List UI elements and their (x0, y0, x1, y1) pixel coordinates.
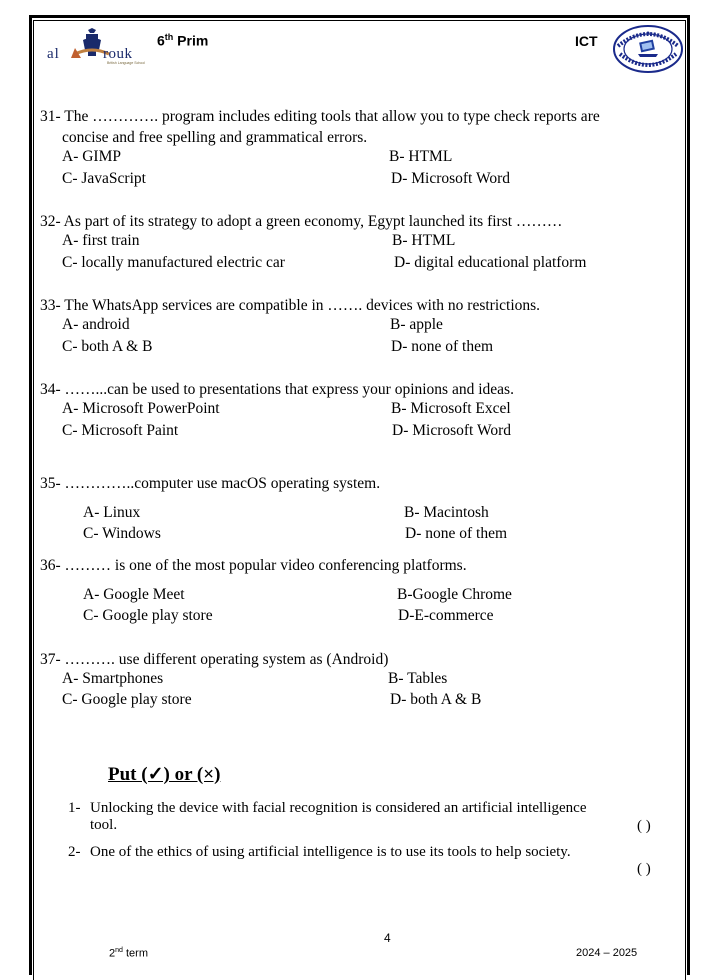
option-b: B- apple (390, 316, 443, 333)
option-c: C- Google play store (83, 607, 213, 624)
option-d: D-E-commerce (398, 607, 494, 624)
option-b: B- HTML (389, 148, 453, 165)
section-title: Put (✓) or (×) (108, 764, 221, 785)
option-d: D- none of them (405, 525, 508, 542)
option-a: A- first train (62, 232, 140, 249)
option-a: A- Smartphones (62, 670, 164, 687)
question-32 (40, 211, 562, 232)
page-number: 4 (384, 931, 391, 945)
question-stem: 32- As part of its strategy to adopt a green economy, Egypt launched its first ……… (40, 213, 563, 230)
subject-label: ICT (575, 33, 598, 49)
answer-blank[interactable]: ( ) (637, 861, 651, 877)
item-text: One of the ethics of using artificial intelligence is to use its tools to help society. (90, 844, 571, 860)
question-33 (40, 295, 540, 316)
option-b: B- HTML (392, 232, 456, 249)
question-31 (40, 106, 600, 148)
svg-text:British Language School: British Language School (107, 61, 145, 65)
option-c: C- Windows (83, 525, 161, 542)
option-d: D- Microsoft Word (392, 422, 512, 439)
school-logo (45, 28, 149, 66)
option-d: D- Microsoft Word (391, 170, 511, 187)
option-b: B- Microsoft Excel (391, 400, 511, 417)
option-b: B- Macintosh (404, 504, 489, 521)
option-c: C- Google play store (62, 691, 192, 708)
question-stem: 35- …………..computer use macOS operating system. (40, 475, 381, 492)
option-a: A- android (62, 316, 130, 333)
question-37 (40, 649, 388, 670)
option-c: C- Microsoft Paint (62, 422, 179, 439)
question-34 (40, 379, 514, 400)
option-a: A- Google Meet (83, 586, 185, 603)
question-stem: 37- ………. use different operating system as (Android) (40, 651, 389, 668)
question-stem: 33- The WhatsApp services are compatible in ……. devices with no restrictions. (40, 297, 541, 314)
option-a: A- Microsoft PowerPoint (62, 400, 220, 417)
question-stem-continued: concise and free spelling and grammatical errors. (62, 129, 368, 146)
option-b: B-Google Chrome (397, 586, 512, 603)
option-d: D- digital educational platform (394, 254, 587, 271)
question-stem: 36- ……… is one of the most popular video conferencing platforms. (40, 557, 467, 574)
item-number: 1- (68, 800, 81, 816)
grade-label: 6th Prim (157, 32, 209, 49)
page-border-inner (33, 20, 686, 980)
item-number: 2- (68, 844, 81, 860)
option-d: D- both A & B (390, 691, 482, 708)
item-text: Unlocking the device with facial recognition is considered an artificial intelligence tool. (90, 800, 587, 833)
option-a: A- GIMP (62, 148, 121, 165)
answer-blank[interactable]: ( ) (637, 818, 651, 834)
term-label: 2nd term (109, 947, 148, 960)
option-c: C- both A & B (62, 338, 153, 355)
option-b: B- Tables (388, 670, 448, 687)
option-c: C- locally manufactured electric car (62, 254, 285, 271)
svg-text:rouk: rouk (103, 46, 133, 62)
svg-text:al: al (47, 46, 60, 62)
academic-year: 2024 – 2025 (576, 947, 638, 959)
option-d: D- none of them (391, 338, 494, 355)
question-35 (40, 473, 380, 494)
question-stem: 31- The …………. program includes editing tools that allow you to type check reports are (40, 108, 600, 125)
option-a: A- Linux (83, 504, 141, 521)
question-36 (40, 555, 467, 576)
question-stem: 34- ……...can be used to presentations that express your opinions and ideas. (40, 381, 514, 398)
option-c: C- JavaScript (62, 170, 146, 187)
department-seal-icon (612, 24, 684, 74)
